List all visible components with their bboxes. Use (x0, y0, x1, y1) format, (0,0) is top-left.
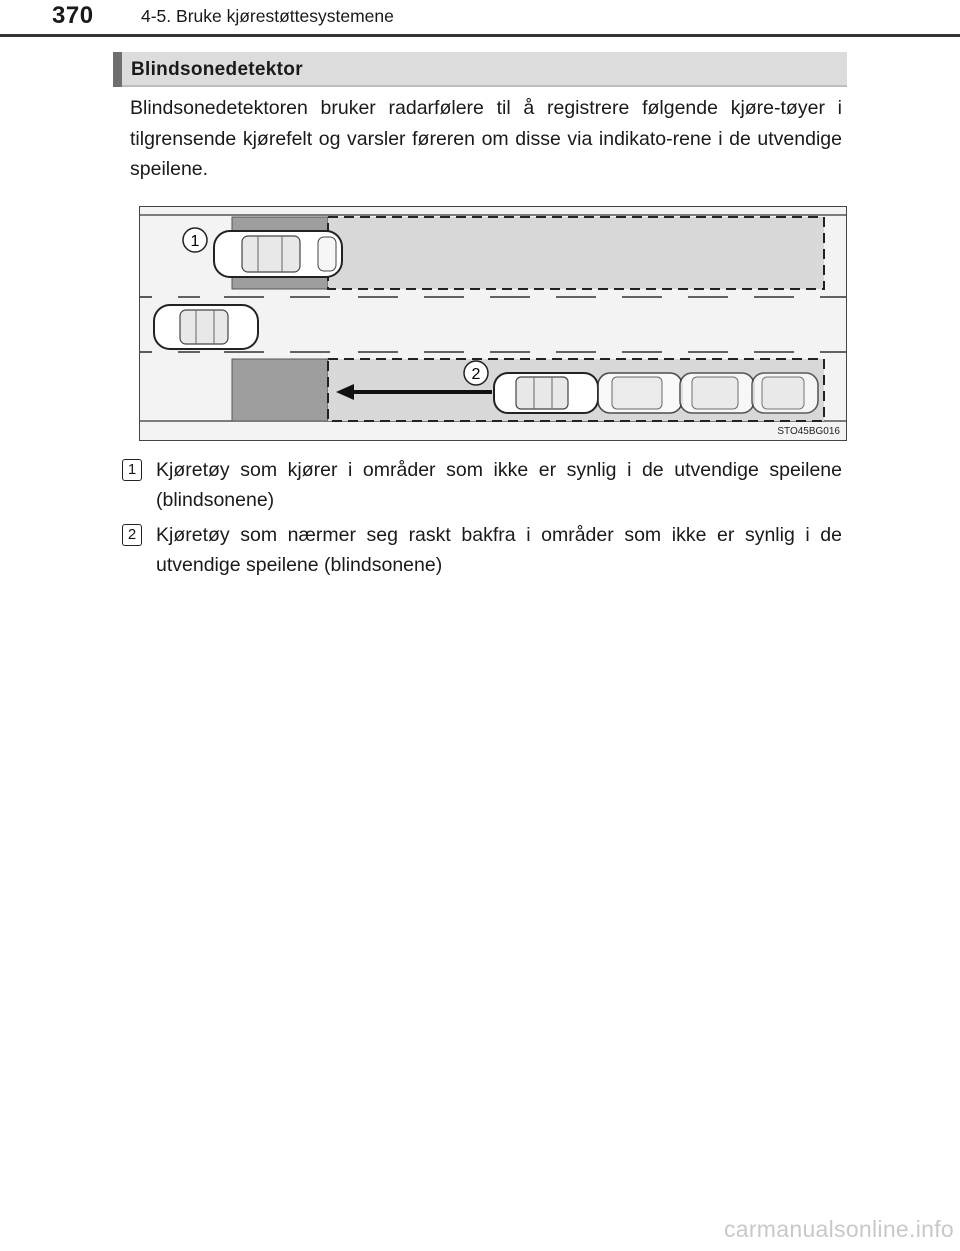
approaching-car-ghost-2 (680, 373, 754, 413)
callout-2-marker: 2 (122, 524, 142, 546)
footer-watermark: carmanualsonline.info (723, 1216, 954, 1242)
lower-blind-zone (232, 359, 328, 421)
figure-code: STO45BG016 (777, 426, 840, 437)
callout-1-marker: 1 (122, 459, 142, 481)
page-number: 370 (52, 2, 94, 29)
intro-paragraph: Blindsonedetektoren bruker radarfølere til å registrere følgende kjøre-tøyer i tilgrensende kjørefelt og varsler føreren om disse via indikato-rene i de utvendige speilene. (130, 97, 842, 180)
approaching-car-front (494, 373, 598, 413)
section-title: Blindsonedetektor (131, 59, 303, 80)
callout-2-text: Kjøretøy som nærmer seg raskt bakfra i områder som ikke er synlig i de utvendige speilene (blindsonene) (156, 524, 842, 576)
upper-detection-area (328, 217, 824, 289)
approaching-car-ghost-3 (752, 373, 818, 413)
section-heading (113, 52, 847, 87)
own-car (154, 305, 258, 349)
figure-marker-1 (183, 228, 207, 252)
callout-1-text: Kjøretøy som kjører i områder som ikke er synlig i de utvendige speilene (blindsonene) (156, 459, 842, 511)
car-in-blind-spot (214, 231, 342, 277)
figure-marker-2 (464, 361, 488, 385)
figure-marker-1-label: 1 (190, 233, 200, 250)
heading-accent-bar (113, 52, 122, 87)
chapter-title: 4-5. Bruke kjørestøttesystemene (141, 6, 394, 26)
road-diagram (140, 207, 846, 440)
header-rule (0, 34, 960, 37)
figure-marker-2-label: 2 (471, 366, 481, 383)
approaching-car-ghost-1 (598, 373, 682, 413)
blind-spot-illustration (139, 206, 847, 441)
